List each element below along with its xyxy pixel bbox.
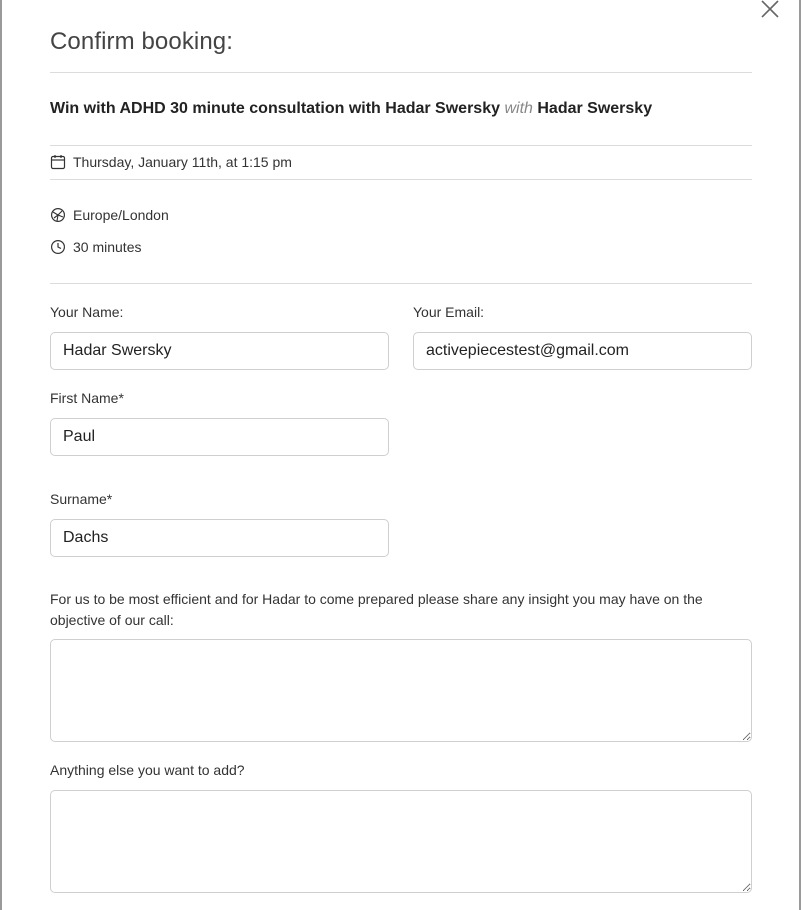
your-email-input[interactable] (413, 332, 752, 370)
close-icon[interactable] (759, 0, 781, 20)
your-email-label: Your Email: (413, 304, 485, 320)
surname-input[interactable] (50, 519, 389, 557)
event-timezone: Europe/London (73, 207, 169, 223)
objective-label: For us to be most efficient and for Hadar to come prepared please share any insight you may have on the objective of our call: (50, 591, 703, 628)
first-name-label: First Name* (50, 390, 124, 406)
dialog-title: Confirm booking: (50, 28, 234, 55)
first-name-input[interactable] (50, 418, 389, 456)
anything-else-label: Anything else you want to add? (50, 762, 245, 778)
event-duration: 30 minutes (73, 239, 142, 255)
globe-icon (50, 207, 66, 223)
anything-else-textarea[interactable] (50, 790, 752, 893)
event-host: Hadar Swersky (537, 100, 653, 117)
event-name: Win with ADHD 30 minute consultation with Hadar Swersky (50, 100, 500, 117)
event-with-word: with (504, 100, 533, 117)
divider (50, 283, 752, 284)
event-date-row (50, 154, 292, 170)
event-timezone-row (50, 207, 169, 223)
event-title (50, 100, 652, 118)
calendar-icon (50, 154, 66, 170)
divider (50, 72, 752, 73)
your-name-label: Your Name: (50, 304, 124, 320)
divider (50, 179, 752, 180)
objective-textarea[interactable] (50, 639, 752, 742)
event-duration-row (50, 239, 141, 255)
clock-icon (50, 239, 66, 255)
your-name-input[interactable] (50, 332, 389, 370)
surname-label: Surname* (50, 491, 113, 507)
divider (50, 145, 752, 146)
event-date-time: Thursday, January 11th, at 1:15 pm (73, 154, 292, 170)
